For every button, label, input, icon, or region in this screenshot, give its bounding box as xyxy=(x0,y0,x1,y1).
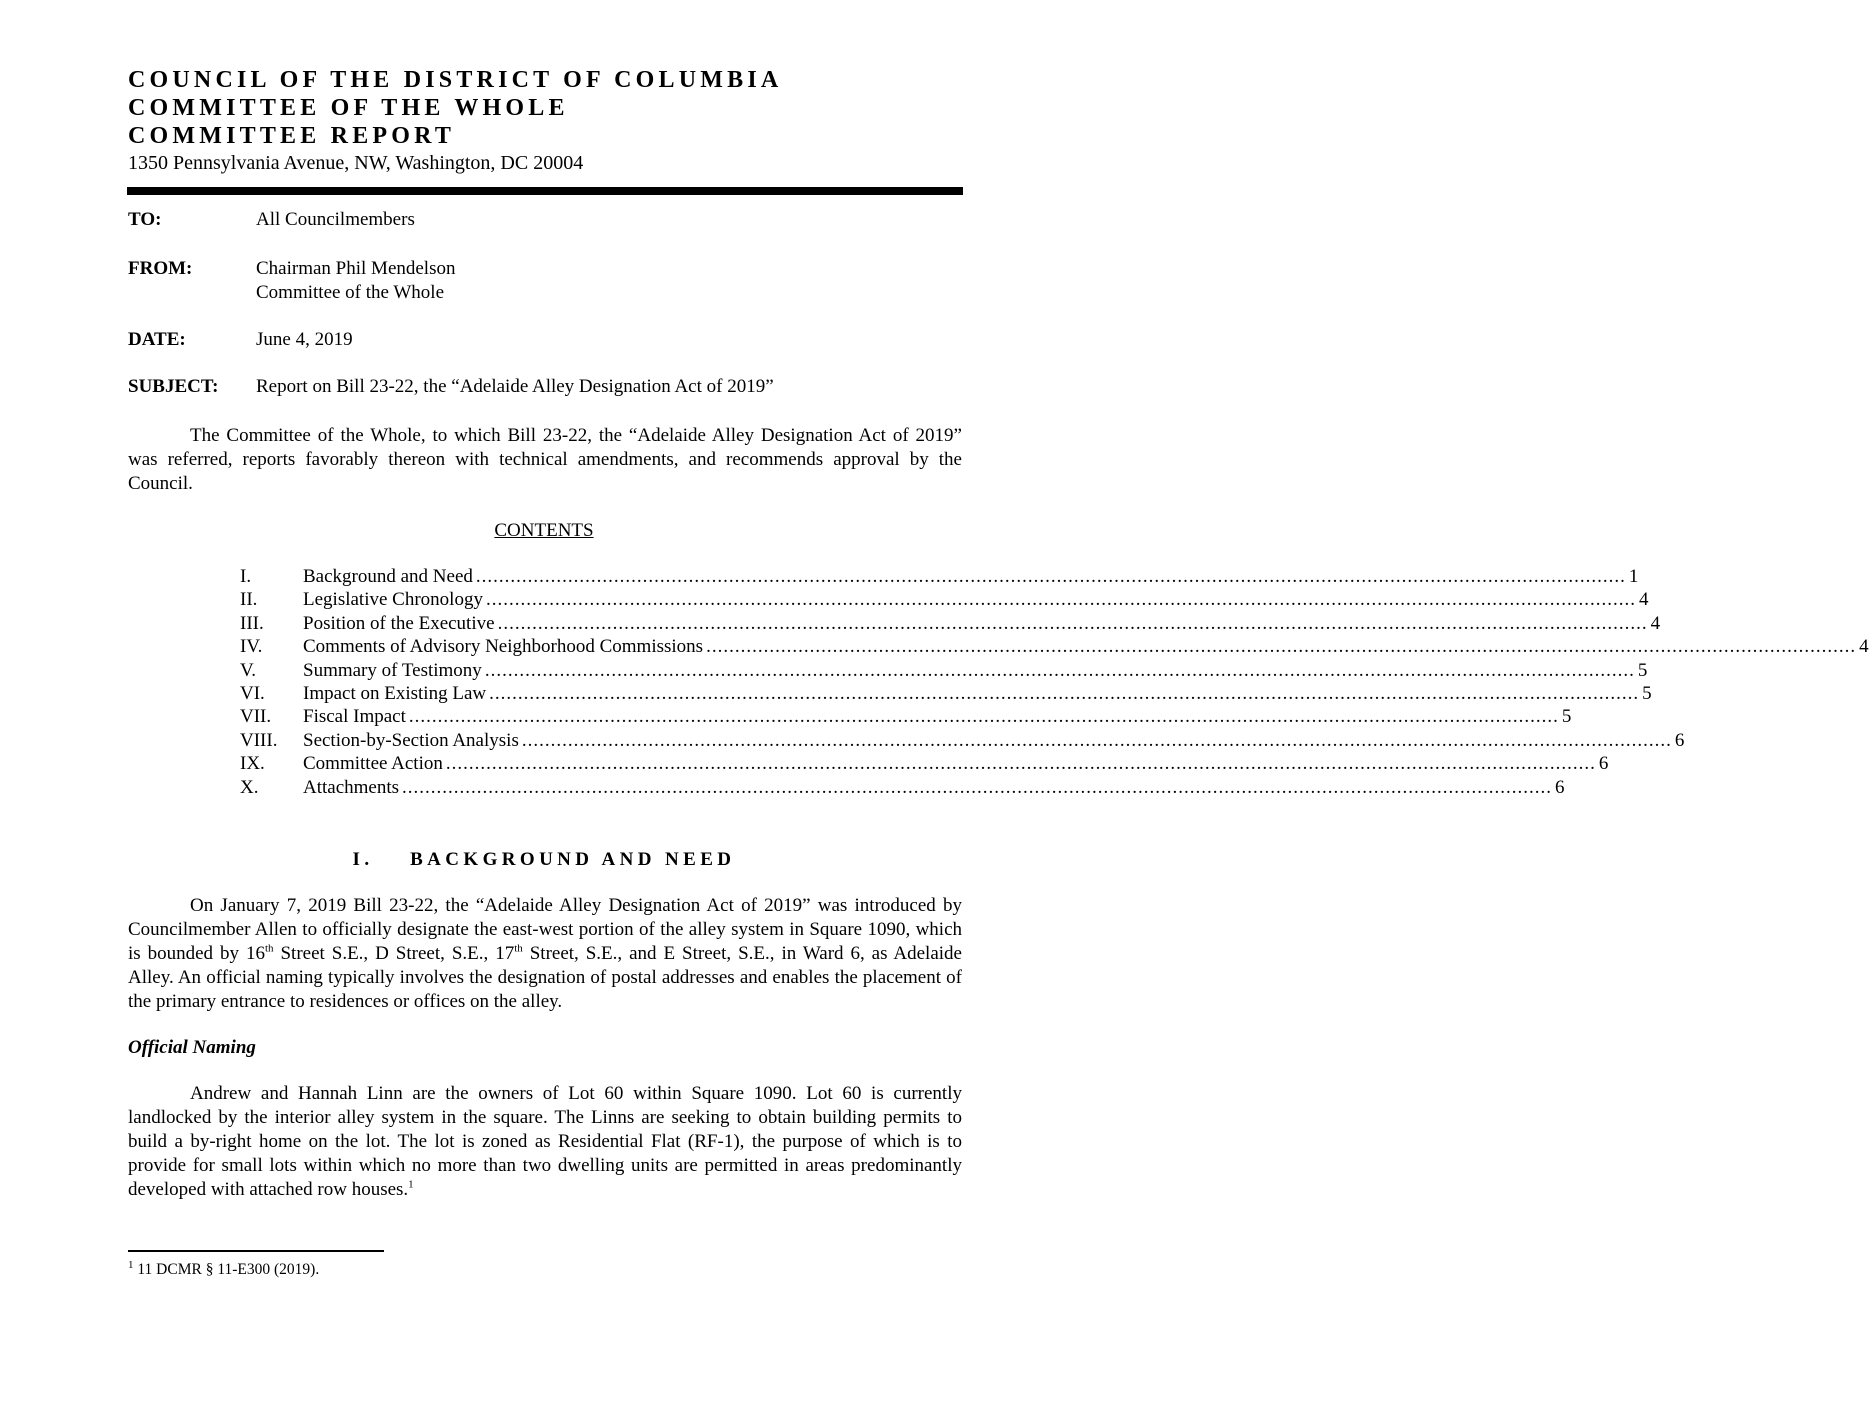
background-paragraph: On January 7, 2019 Bill 23-22, the “Adelaide Alley Designation Act of 2019” was introduced by Councilmember Allen to officially designate the east-west portion of the alley system in Square 1090, which is bounded by 16th Street S.E., D Street, S.E., 17th Street, S.E., and E Street, S.E., in Ward 6, as Adelaide Alley. An official naming typically involves the designation of postal addresses and enables the placement of the primary entrance to residences or offices on the alley. xyxy=(128,895,962,1012)
toc-row xyxy=(240,752,1609,775)
header-committee-title: COMMITTEE OF THE WHOLE xyxy=(128,95,569,121)
toc-number: I. xyxy=(240,566,252,587)
toc-number: VIII. xyxy=(240,729,278,751)
subject-value: Report on Bill 23-22, the “Adelaide Alley Designation Act of 2019” xyxy=(256,376,774,397)
header-divider xyxy=(127,187,963,195)
header-report-title: COMMITTEE REPORT xyxy=(128,123,456,149)
toc-row xyxy=(240,588,1649,611)
toc-number: III. xyxy=(240,612,264,634)
toc-number: IV. xyxy=(240,636,263,658)
from-value-line1: Chairman Phil Mendelson xyxy=(256,258,456,279)
toc-page-number: 5 xyxy=(1561,706,1572,728)
toc-number: VII. xyxy=(240,706,272,728)
toc-leader-dots: ........................................................................................................................................................................................................ xyxy=(497,612,1648,634)
toc-row xyxy=(240,659,1648,682)
intro-paragraph: The Committee of the Whole, to which Bill 23-22, the “Adelaide Alley Designation Act of 2019” was referred, reports favorably thereon with technical amendments, and recommends approval by the Council. xyxy=(128,425,962,494)
toc-number: II. xyxy=(240,589,258,611)
toc-leader-dots: ........................................................................................................................................................................................................ xyxy=(489,682,1640,704)
toc-page-number: 6 xyxy=(1598,753,1609,775)
toc-leader-dots: ........................................................................................................................................................................................................ xyxy=(484,659,1635,681)
header-address: 1350 Pennsylvania Avenue, NW, Washington, DC 20004 xyxy=(128,152,584,174)
toc-row xyxy=(240,612,1661,635)
toc-title: Legislative Chronology xyxy=(303,589,483,611)
toc-title: Comments of Advisory Neighborhood Commissions xyxy=(303,636,704,658)
toc-title: Background and Need xyxy=(303,566,473,587)
toc-page-number: 5 xyxy=(1642,682,1652,704)
footnote-divider xyxy=(128,1250,384,1252)
toc-title: Attachments xyxy=(303,776,400,798)
toc-title: Committee Action xyxy=(303,753,443,775)
toc-leader-dots: ........................................................................................................................................................................................................ xyxy=(475,566,1626,587)
date-label: DATE: xyxy=(128,329,186,350)
toc-number: VI. xyxy=(240,682,265,704)
subject-label: SUBJECT: xyxy=(128,376,219,397)
toc-page-number: 4 xyxy=(1638,589,1649,611)
toc-number: X. xyxy=(240,776,259,798)
toc-leader-dots: ........................................................................................................................................................................................................ xyxy=(445,753,1596,775)
header-council-title: COUNCIL OF THE DISTRICT OF COLUMBIA xyxy=(128,67,783,93)
to-label: TO: xyxy=(128,209,162,230)
official-naming-paragraph: Andrew and Hannah Linn are the owners of Lot 60 within Square 1090. Lot 60 is currently landlocked by the interior alley system in the square. The Linns are seeking to obtain building permits to build a by-right home on the lot. The lot is zoned as Residential Flat (RF-1), the purpose of which is to provide for small lots within which no more than two dwelling units are permitted in areas predominantly developed with attached row houses.$^1$ xyxy=(128,1083,962,1200)
toc-row xyxy=(240,705,1572,728)
toc-row xyxy=(240,776,1565,799)
toc-row xyxy=(240,682,1652,705)
toc-page-number: 1 xyxy=(1628,566,1639,587)
section-heading-background: I. BACKGROUND AND NEED xyxy=(352,849,736,870)
toc-page-number: 4 xyxy=(1650,612,1661,634)
from-value-line2: Committee of the Whole xyxy=(256,282,445,303)
toc-number: V. xyxy=(240,659,257,681)
toc-leader-dots: ........................................................................................................................................................................................................ xyxy=(402,776,1553,798)
date-value: June 4, 2019 xyxy=(256,329,353,350)
toc-leader-dots: ........................................................................................................................................................................................................ xyxy=(521,729,1672,751)
toc-title: Impact on Existing Law xyxy=(303,682,487,704)
toc-title: Fiscal Impact xyxy=(303,706,406,728)
toc-page-number: 5 xyxy=(1637,659,1648,681)
toc-number: IX. xyxy=(240,753,265,775)
toc-title: Summary of Testimony xyxy=(303,659,482,681)
toc-page-number: 6 xyxy=(1555,776,1565,798)
toc-row xyxy=(240,635,1869,658)
footnote: $^1$ 11 DCMR § 11-E300 (2019). xyxy=(128,1258,320,1278)
toc-page-number: 6 xyxy=(1674,729,1685,751)
subheading-official-naming: Official Naming xyxy=(128,1037,256,1058)
footnote-reference: 1 xyxy=(408,1178,414,1191)
contents-title: CONTENTS xyxy=(494,520,594,541)
toc-title: Section-by-Section Analysis xyxy=(303,729,519,751)
toc-title: Position of the Executive xyxy=(303,612,495,634)
toc-row xyxy=(240,565,1639,588)
toc-page-number: 4 xyxy=(1859,636,1869,658)
toc-leader-dots: ........................................................................................................................................................................................................ xyxy=(485,589,1636,611)
toc-row xyxy=(240,729,1685,752)
table-of-contents xyxy=(240,565,1869,799)
toc-leader-dots: ........................................................................................................................................................................................................ xyxy=(706,636,1857,658)
toc-leader-dots: ........................................................................................................................................................................................................ xyxy=(408,706,1559,728)
to-value: All Councilmembers xyxy=(256,209,415,230)
from-label: FROM: xyxy=(128,258,193,279)
